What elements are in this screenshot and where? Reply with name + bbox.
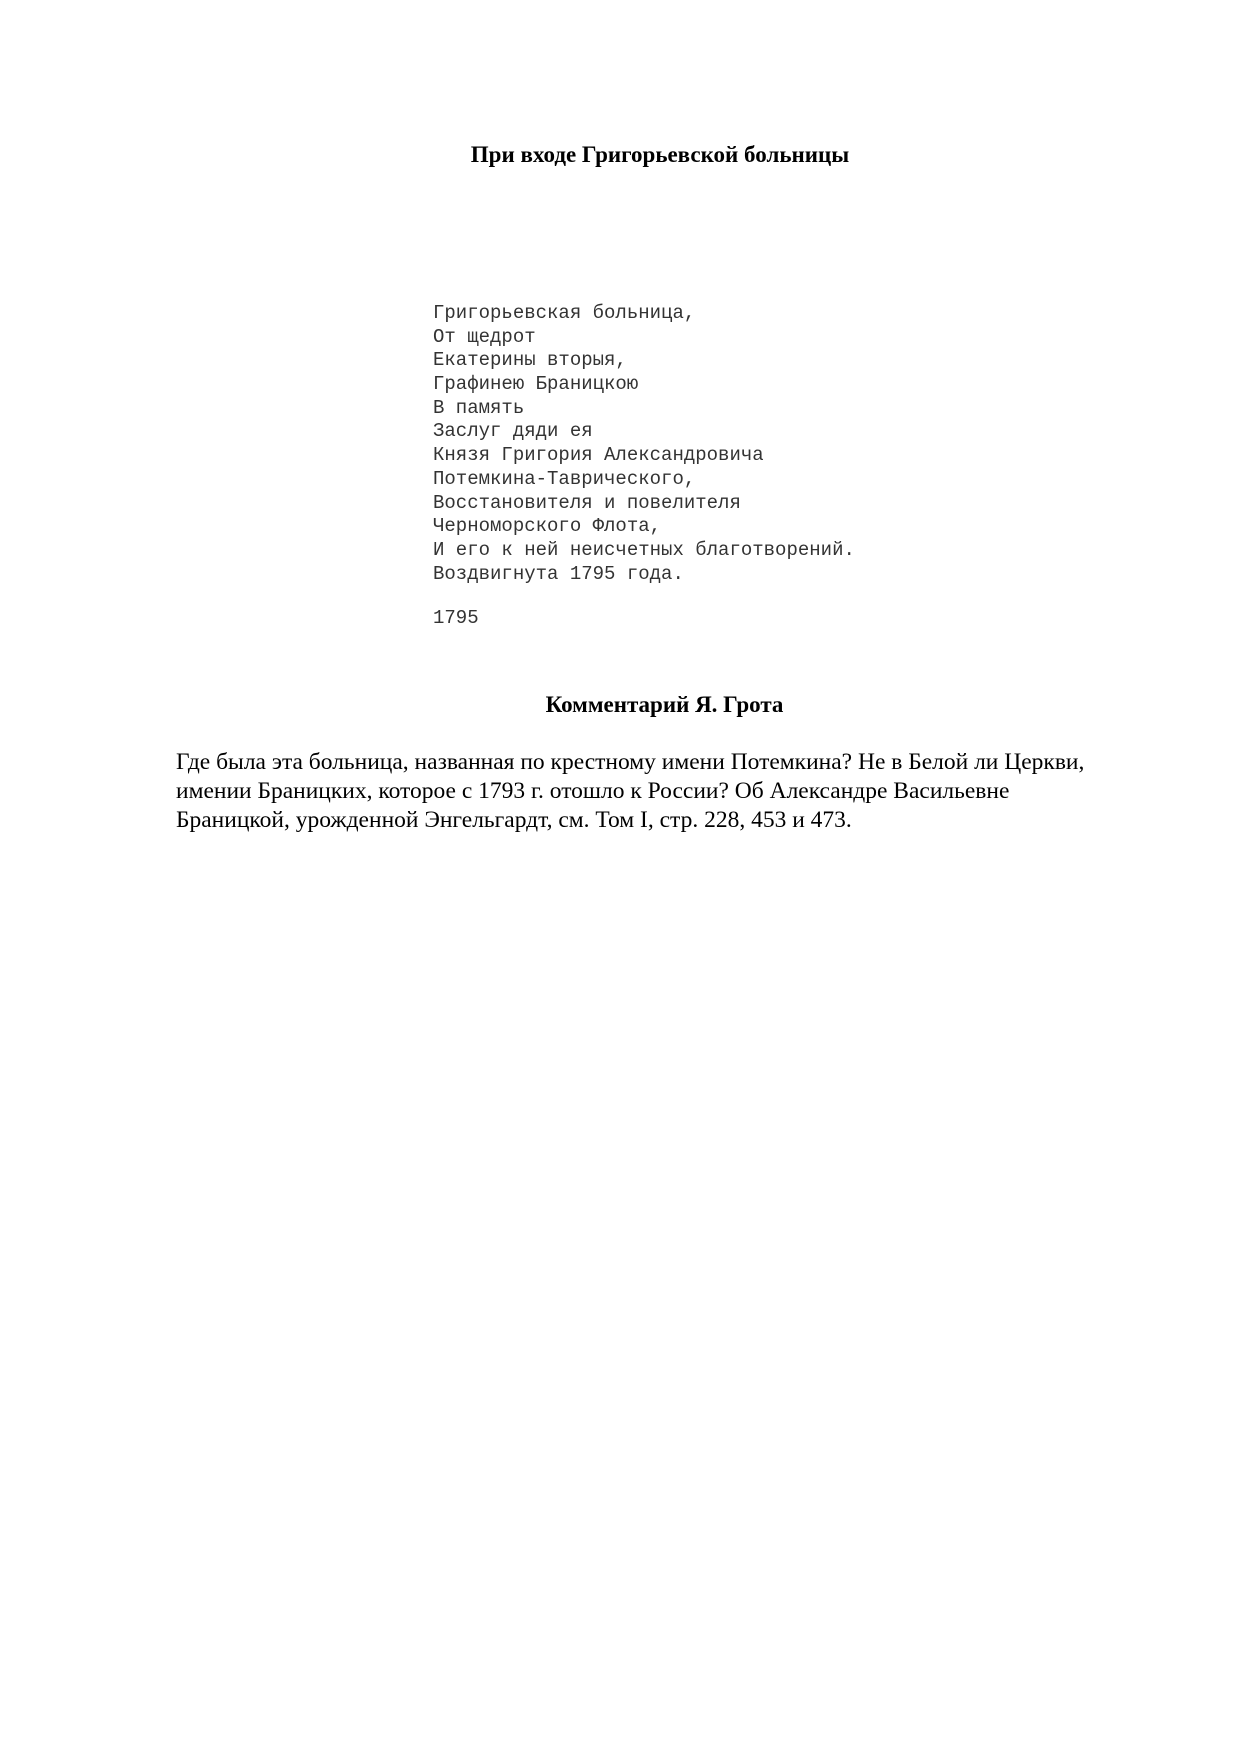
inscription-poem bbox=[433, 302, 1193, 586]
poem-line: Заслуг дяди ея bbox=[433, 420, 593, 443]
poem-line: Потемкина-Таврического, bbox=[433, 467, 696, 490]
poem-date: 1795 bbox=[433, 607, 479, 629]
comment-paragraph bbox=[176, 748, 1156, 835]
poem-line: Черноморского Флота, bbox=[433, 515, 662, 538]
poem-line: И его к ней неисчетных благотворений. bbox=[433, 538, 855, 561]
poem-line: От щедрот bbox=[433, 325, 536, 348]
comment-line: Браницкой, урожденной Энгельгардт, см. Том I, стр. 228, 453 и 473. bbox=[176, 807, 852, 833]
poem-line: Воздвигнута 1795 года. bbox=[433, 562, 684, 585]
comment-heading: Комментарий Я. Грота bbox=[545, 692, 784, 717]
poem-line: Восстановителя и повелителя bbox=[433, 491, 741, 514]
comment-line: имении Браницких, которое с 1793 г. отошло к России? Об Александре Васильевне bbox=[176, 778, 1010, 804]
comment-line: Где была эта больница, названная по крестному имени Потемкина? Не в Белой ли Церкви, bbox=[176, 749, 1085, 775]
poem-line: В память bbox=[433, 396, 525, 419]
poem-line: Графинею Браницкою bbox=[433, 373, 639, 396]
page-title: При входе Григорьевской больницы bbox=[470, 142, 850, 167]
poem-line: Григорьевская больница, bbox=[433, 302, 696, 324]
poem-line: Екатерины вторыя, bbox=[433, 349, 627, 372]
poem-line: Князя Григория Александровича bbox=[433, 444, 764, 467]
